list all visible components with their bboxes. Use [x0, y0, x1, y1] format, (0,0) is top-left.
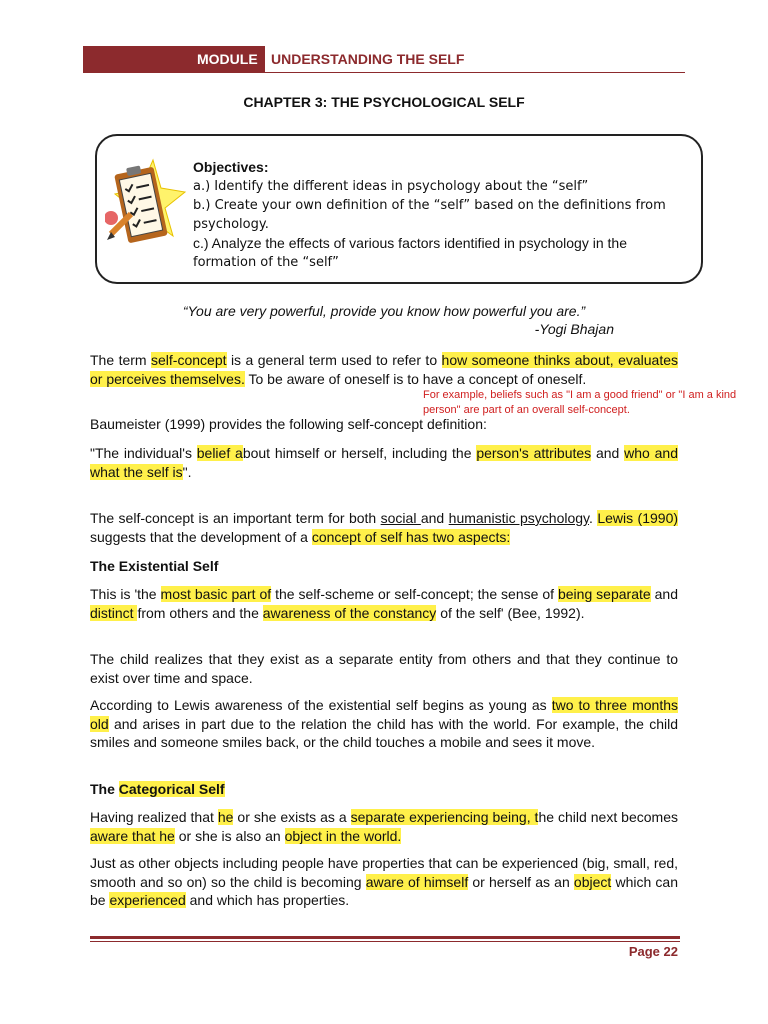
highlight: experienced	[109, 892, 186, 908]
text: The	[90, 781, 119, 797]
text: or she exists as a	[233, 809, 351, 825]
text: and	[591, 445, 625, 461]
module-title: UNDERSTANDING THE SELF	[271, 51, 465, 67]
text: which can be	[90, 873, 678, 908]
paragraph-baumeister: Baumeister (1999) provides the following self-concept definition:	[90, 416, 487, 432]
underline: humanistic psychology	[448, 510, 589, 526]
paragraph-existential	[90, 585, 678, 622]
highlight: object	[573, 873, 612, 890]
highlight: how someone thinks about, evaluates or perceives themselves.	[90, 352, 679, 387]
text: ".	[182, 463, 192, 480]
text: and which has properties.	[185, 892, 350, 908]
highlight: two to three months old	[90, 697, 678, 732]
text: and	[420, 510, 449, 526]
highlight: aware that he	[90, 827, 175, 844]
paragraph-child-realizes: The child realizes that they exist as a separate entity from others and that they continue to exist over time and space.	[90, 651, 678, 686]
text: or she is also an	[174, 827, 285, 844]
quote-author: -Yogi Bhajan	[534, 321, 614, 337]
clipboard-checklist-icon	[105, 158, 187, 258]
footer-rule	[90, 936, 680, 939]
side-note: For example, beliefs such as "I am a good friend" or "I am a kind person" are part of an overall self-concept.	[423, 389, 737, 416]
text: The self-concept is an important term for both	[90, 510, 381, 526]
paragraph-definition	[90, 444, 678, 481]
highlight: aware of himself	[365, 873, 469, 890]
highlight: object in the world.	[284, 827, 402, 844]
text: and arises in part due to the relation the child has with the world. For example, the child smiles and someone smiles back, or the child touches a mobile and sees it move.	[90, 715, 678, 750]
footer-rule-thin	[90, 941, 680, 942]
highlight: most basic part of	[160, 586, 272, 602]
highlight: Lewis (1990)	[597, 510, 679, 526]
paragraph-categorical	[90, 808, 678, 845]
paragraph-lewis	[90, 509, 678, 546]
text: he child next becomes	[538, 809, 678, 825]
header-rule	[265, 72, 685, 73]
text: According to Lewis awareness of the existential self begins as young as	[90, 697, 552, 713]
text: Just as other objects including people have properties that can be experienced (big, small, red, smooth and so on) so the child is becoming	[90, 855, 678, 890]
text: "The individual's	[90, 445, 197, 461]
highlight: Categorical Self	[118, 781, 225, 797]
highlight: concept of self has two aspects:	[311, 528, 511, 545]
paragraph-self-concept	[90, 351, 678, 388]
text: The term	[90, 352, 152, 368]
highlight: distinct	[90, 604, 138, 621]
heading-existential-self: The Existential Self	[90, 558, 219, 574]
text: of the self' (Bee, 1992).	[436, 604, 585, 621]
highlight: being separate	[557, 586, 651, 602]
chapter-title: CHAPTER 3: THE PSYCHOLOGICAL SELF	[243, 94, 525, 110]
text: To be aware of oneself is to have a concept of oneself.	[244, 370, 587, 387]
text: is a general term used to refer to	[226, 352, 442, 368]
quote-text: “You are very powerful, provide you know how powerful you are.”	[182, 303, 586, 319]
module-label: MODULE	[197, 51, 258, 67]
underline: social	[380, 510, 421, 526]
objective-c-line2: formation of the “self”	[193, 255, 339, 270]
highlight: awareness of the constancy	[262, 604, 437, 621]
text: .	[589, 510, 598, 526]
highlight: who and	[624, 445, 678, 461]
paragraph-lewis-awareness	[90, 696, 678, 752]
highlight: separate experiencing being, t	[350, 809, 539, 825]
paragraph-objects	[90, 854, 678, 910]
text: and	[650, 586, 678, 602]
page-number: Page 22	[628, 944, 678, 959]
text: This is 'the	[90, 586, 161, 602]
highlight: self-concept	[151, 352, 227, 368]
objective-b: b.) Create your own definition of the “self” based on the definitions from psychology.	[193, 198, 666, 232]
objective-c-line1: c.) Analyze the effects of various factors identified in psychology in the	[193, 235, 627, 251]
text: Having realized that	[90, 809, 218, 825]
highlight: he	[217, 809, 234, 825]
text: bout himself or herself, including the	[242, 445, 477, 461]
heading-categorical-self	[90, 780, 678, 799]
objectives-heading: Objectives:	[193, 159, 269, 175]
module-header	[83, 46, 685, 73]
text: suggests that the development of a	[90, 528, 312, 545]
objectives-box	[95, 134, 703, 284]
objectives-text	[193, 158, 683, 272]
highlight: what the self is	[90, 463, 183, 480]
text: or herself as an	[468, 873, 574, 890]
text: the self-scheme or self-concept; the sense of	[271, 586, 558, 602]
objective-a: a.) Identify the different ideas in psychology about the “self”	[193, 179, 589, 194]
text: from others and the	[137, 604, 263, 621]
highlight: belief a	[196, 445, 243, 461]
highlight: person's attributes	[476, 445, 592, 461]
